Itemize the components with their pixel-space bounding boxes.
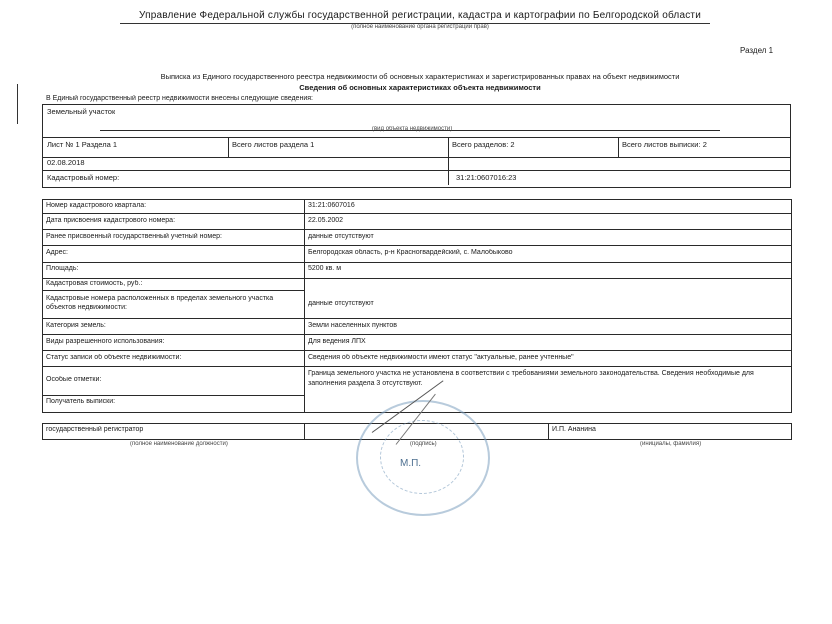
object-type: Земельный участок — [47, 107, 116, 116]
row-value-land-category: Земли населенных пунктов — [308, 322, 398, 329]
row-label-land-category: Категория земель: — [46, 322, 106, 329]
row-value-permitted-use: Для ведения ЛПХ — [308, 338, 366, 345]
row-label-previous-number: Ранее присвоенный государственный учетный номер: — [46, 233, 222, 240]
row-value-record-status: Сведения об объекте недвижимости имеют статус "актуальные, ранее учтенные" — [308, 354, 574, 361]
sheets-in-extract: Всего листов выписки: 2 — [622, 140, 707, 149]
row-value-assign-date: 22.05.2002 — [308, 217, 344, 224]
row-label-permitted-use: Виды разрешенного использования: — [46, 338, 165, 345]
row-value-address: Белгородская область, р-н Красногвардейский, с. Малобыково — [308, 249, 513, 256]
stamp-label: М.П. — [400, 458, 422, 469]
sheets-in-section: Всего листов раздела 1 — [232, 140, 315, 149]
row-label-area: Площадь: — [46, 265, 79, 272]
section-label: Раздел 1 — [740, 46, 774, 55]
sheet-number: Лист № 1 Раздела 1 — [47, 140, 118, 149]
row-value-previous-number: данные отсутствуют — [308, 233, 374, 240]
cadastral-number-label: Кадастровый номер: — [47, 173, 120, 182]
row-label-cadastral-quarter: Номер кадастрового квартала: — [46, 202, 147, 209]
row-label-record-status: Статус записи об объекте недвижимости: — [46, 354, 182, 361]
name-caption: (инициалы, фамилия) — [640, 441, 702, 447]
row-value-area: 5200 кв. м — [308, 265, 342, 272]
agency-name: Управление Федеральной службы государственной регистрации, кадастра и картографии по Белгородской области — [138, 10, 701, 21]
registrar-position: государственный регистратор — [46, 426, 144, 433]
row-label-assign-date: Дата присвоения кадастрового номера: — [46, 217, 176, 224]
sections-total: Всего разделов: 2 — [452, 140, 515, 149]
row-label-cadastral-value: Кадастровая стоимость, руб.: — [46, 280, 143, 287]
cadastral-number-value: 31:21:0607016:23 — [456, 173, 517, 182]
row-value-objects-within: данные отсутствуют — [308, 300, 374, 307]
registrar-name: И.П. Ананина — [552, 426, 596, 433]
object-type-caption: (вид объекта недвижимости) — [372, 126, 453, 132]
extract-subtitle: Сведения об основных характеристиках объекта недвижимости — [299, 83, 541, 92]
row-label-recipient: Получатель выписки: — [46, 398, 116, 405]
agency-caption: (полное наименование органа регистрации прав) — [351, 24, 489, 30]
row-value-special-notes: Граница земельного участка не установлена в соответствии с требованиями земельного законодательства. Сведения необходимые для заполнения раздела 3 отсутствуют. — [308, 370, 754, 387]
text-cursor — [17, 84, 18, 124]
row-label-address: Адрес: — [46, 249, 68, 256]
extract-date: 02.08.2018 — [47, 158, 85, 167]
signature-caption: (подпись) — [410, 441, 437, 447]
position-caption: (полное наименование должности) — [130, 441, 228, 447]
official-stamp-inner-ring — [380, 420, 464, 494]
row-value-cadastral-quarter: 31:21:0607016 — [308, 202, 355, 209]
row-label-special-notes: Особые отметки: — [46, 376, 102, 383]
intro-text: В Единый государственный реестр недвижимости внесены следующие сведения: — [46, 95, 313, 102]
row-label-objects-within: Кадастровые номера расположенных в пределах земельного участка объектов недвижимости: — [46, 295, 274, 311]
extract-title: Выписка из Единого государственного реестра недвижимости об основных характеристиках и зарегистрированных правах на объект недвижимости — [160, 72, 680, 81]
